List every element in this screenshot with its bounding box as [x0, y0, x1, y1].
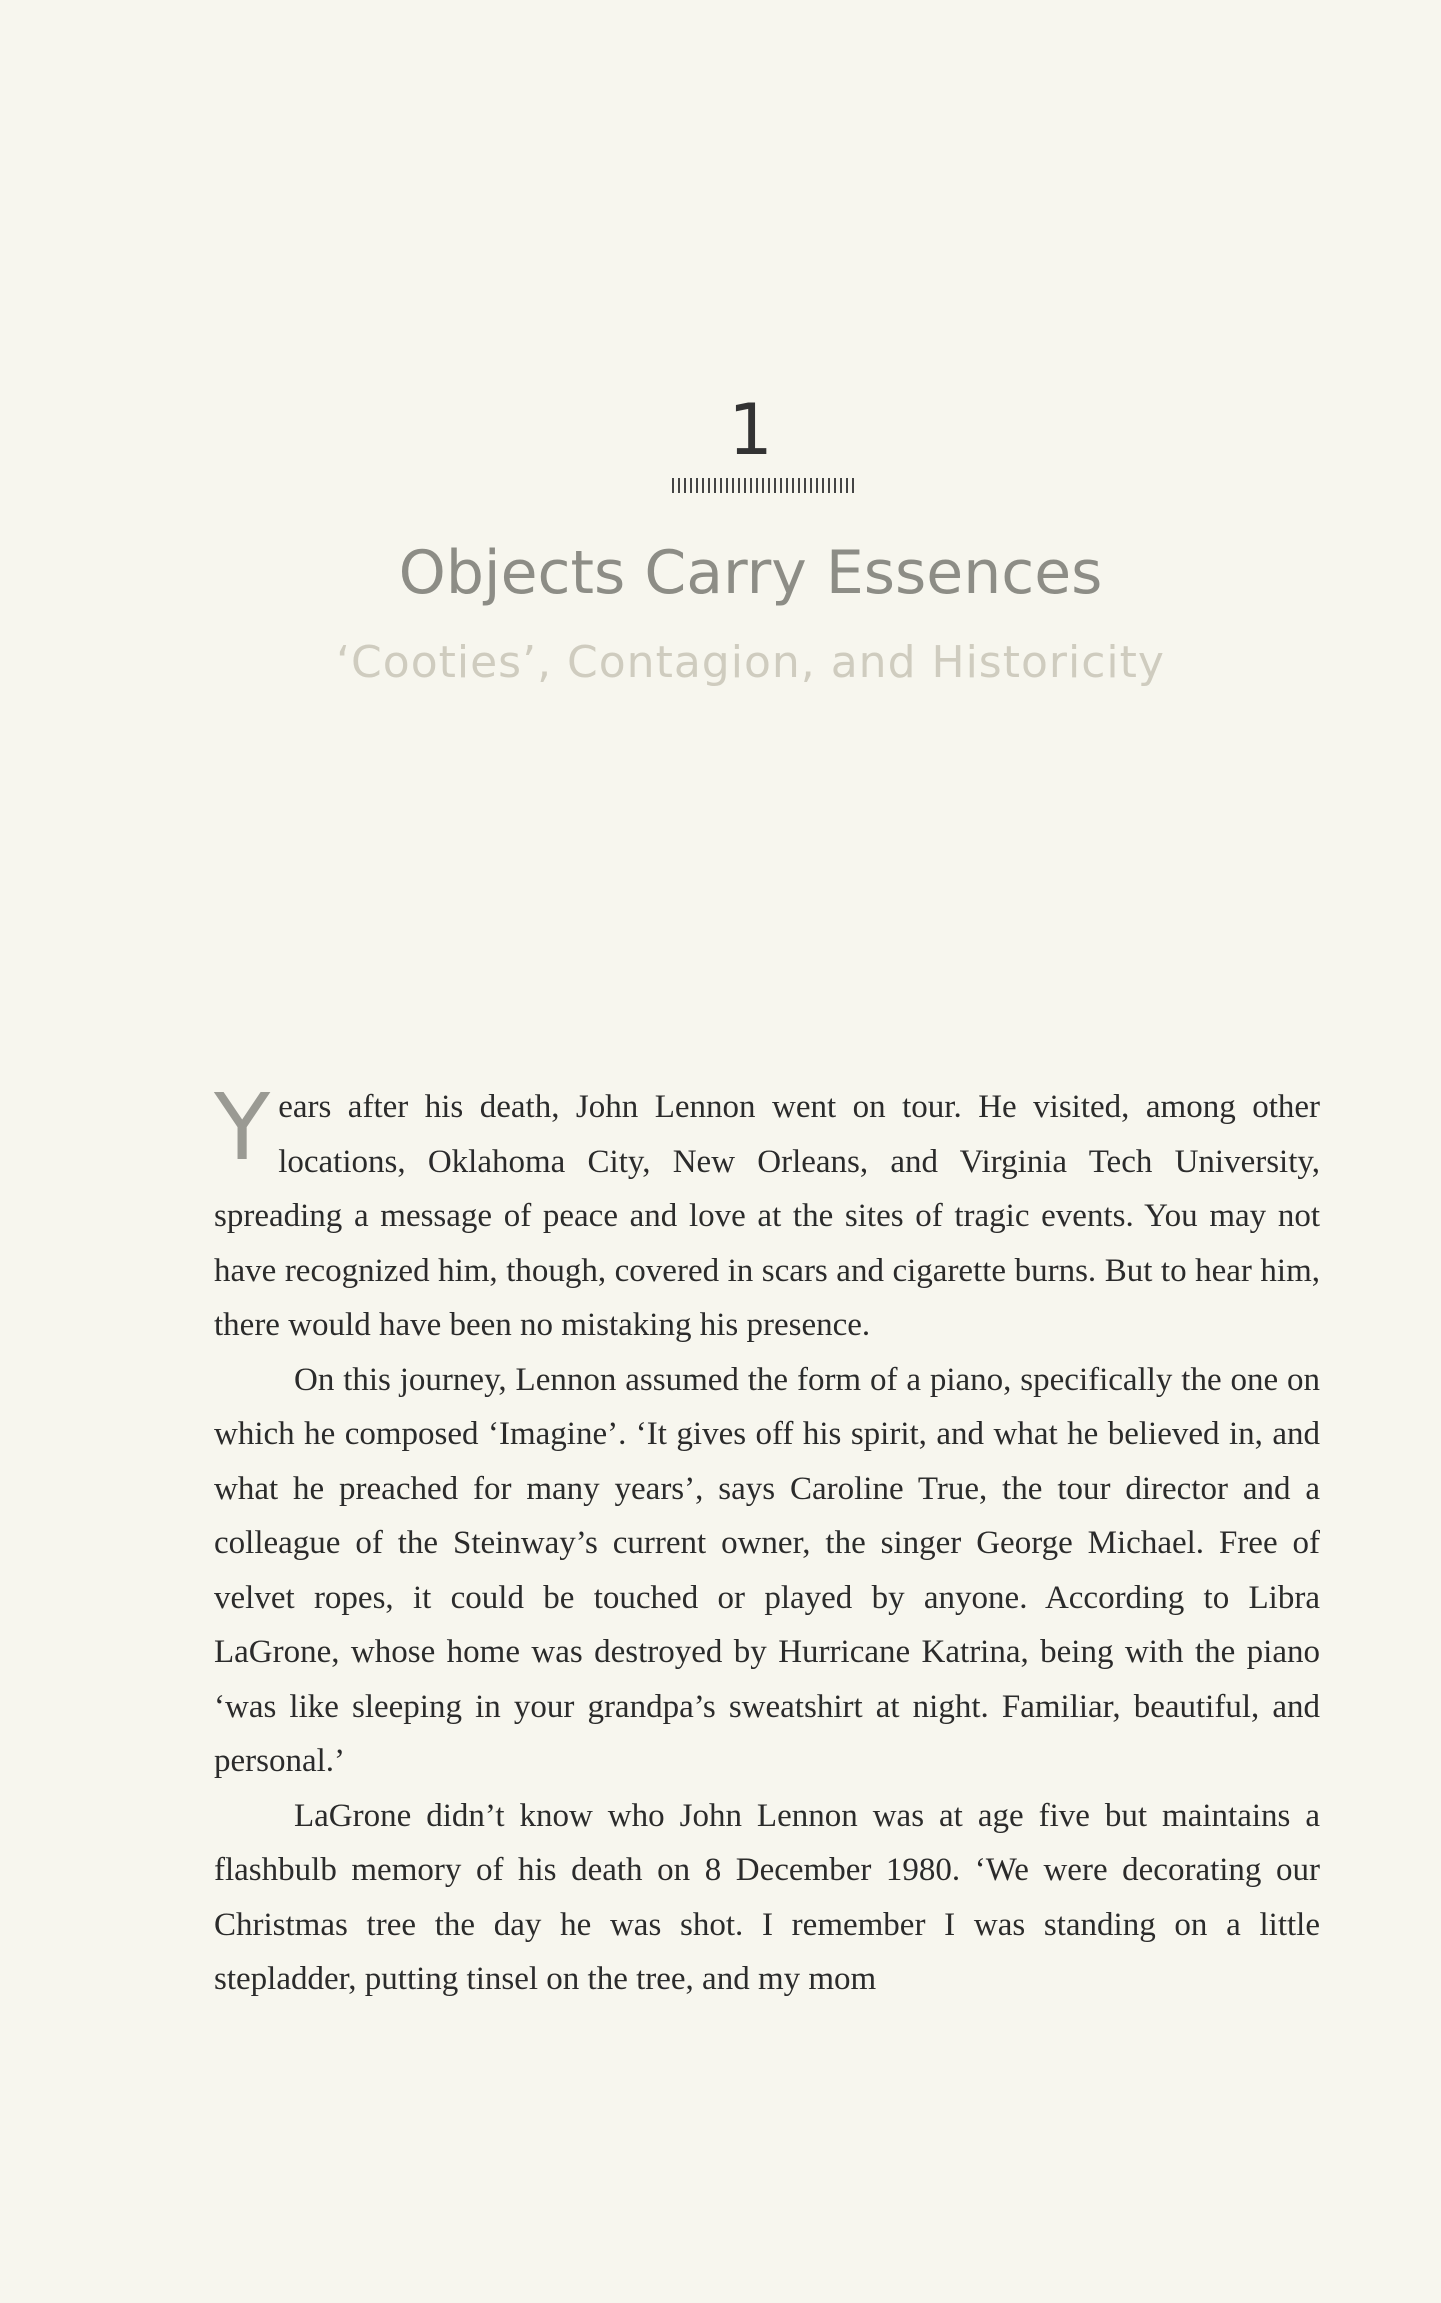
paragraph-3: LaGrone didn’t know who John Lennon was at age five but maintains a flashbulb memory of his death on 8 December 1980. ‘We were decorating our Christmas tree the day he was shot. I remember I was standing on a little stepladder, putting tinsel on the tree, and my mom	[214, 1797, 1320, 1997]
drop-cap: Y	[214, 1074, 271, 1181]
body-text	[214, 1074, 1320, 2007]
paragraph-2: On this journey, Lennon assumed the form of a piano, specifically the one on which he composed ‘Imagine’. ‘It gives off his spirit, and what he believed in, and what he preached for many years’, says Caroline True, the tour director and a colleague of the Steinway’s current owner, the singer George Michael. Free of velvet ropes, it could be touched or played by anyone. According to Libra LaGrone, whose home was destroyed by Hurricane Katrina, being with the piano ‘was like sleeping in your grandpa’s sweatshirt at night. Familiar, beautiful, and personal.’	[214, 1361, 1320, 1779]
paragraph-1-text: ears after his death, John Lennon went on tour. He visited, among other locations, Oklahoma City, New Orleans, and Virginia Tech University, spreading a message of peace and love at the sites of tragic events. You may not have recognized him, though, covered in scars and cigarette burns. But to hear him, there would have been no mistaking his presence.	[214, 1089, 1320, 1343]
chapter-header	[0, 390, 1441, 690]
paragraph-1	[214, 1074, 1320, 1353]
chapter-subtitle: ‘Cooties’, Contagion, and Historicity	[336, 637, 1165, 688]
chapter-number: 1	[728, 389, 773, 471]
chapter-ornament-rule	[672, 478, 857, 493]
chapter-title: Objects Carry Essences	[398, 538, 1103, 608]
